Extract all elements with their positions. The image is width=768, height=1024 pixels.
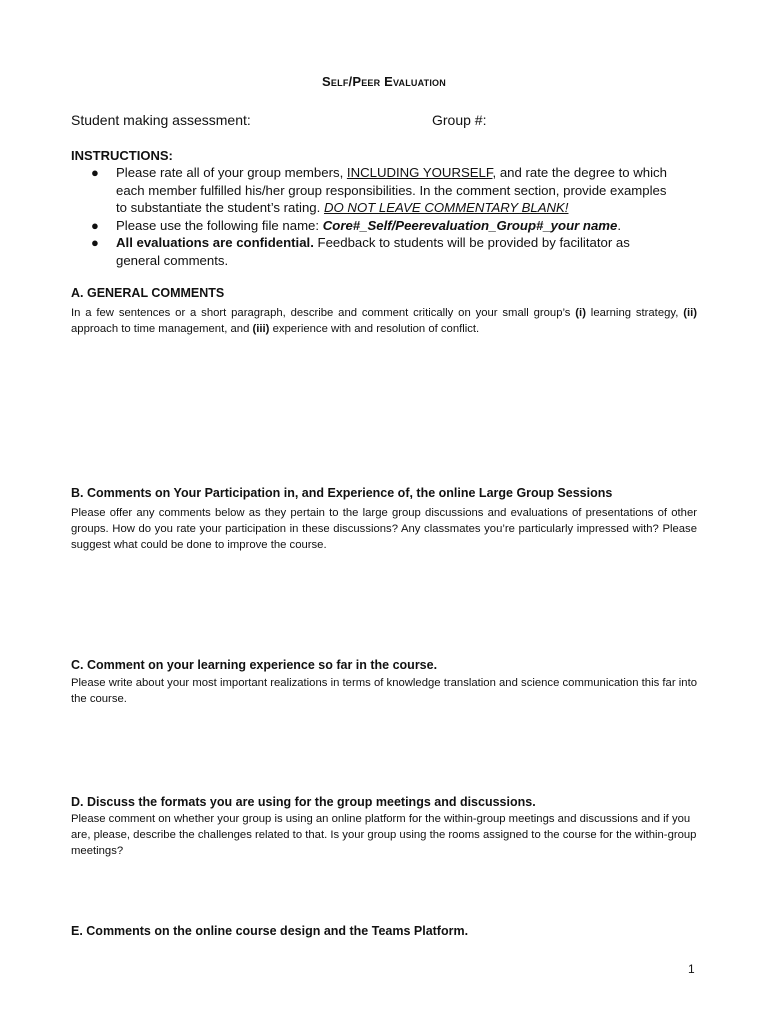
bullet-icon: ●	[91, 165, 99, 180]
section-a-body	[71, 305, 697, 337]
section-b-heading: B. Comments on Your Participation in, and Experience of, the online Large Group Sessions	[71, 486, 613, 500]
section-c-heading: C. Comment on your learning experience so far in the course.	[71, 658, 438, 672]
instruction-emphasis: DO NOT LEAVE COMMENTARY BLANK!	[323, 200, 569, 215]
instruction-item-filename	[71, 217, 671, 235]
instruction-bold: All evaluations are confidential.	[116, 235, 314, 250]
section-a-text: In a few sentences or a short paragraph, describe and comment critically on your small group’s	[71, 307, 576, 319]
section-a-marker: (ii)	[683, 307, 697, 319]
section-e-heading: E. Comments on the online course design and the Teams Platform.	[71, 924, 469, 938]
page-number: 1	[688, 962, 695, 976]
instruction-text: Feedback to students will be provided by facilitator as general comments.	[116, 235, 630, 268]
instruction-filename: Core#_Self/Peerevaluation_Group#_your name	[322, 217, 618, 233]
instruction-text: , and rate the degree to which each member fulfilled his/her group responsibilities. In the comment section, provide examples to substantiate the student’s rating.	[116, 165, 667, 215]
section-b-body: Please offer any comments below as they pertain to the large group discussions and evaluations of presentations of other groups. How do you rate your participation in these discussions? Any classmates you’re particularly impressed with? Please suggest what could be done to improve the course.	[71, 507, 697, 551]
bullet-icon: ●	[91, 217, 99, 233]
section-a-marker: (iii)	[252, 323, 270, 335]
section-a-text: approach to time management, and	[71, 323, 253, 335]
section-a-marker: (i)	[575, 307, 586, 319]
instruction-item-confidential	[71, 234, 671, 269]
section-d-heading: D. Discuss the formats you are using for the group meetings and discussions.	[71, 795, 536, 809]
instructions-heading: INSTRUCTIONS:	[71, 148, 173, 163]
instruction-text: .	[617, 217, 622, 233]
section-a-heading: A. GENERAL COMMENTS	[71, 286, 225, 300]
bullet-icon: ●	[91, 235, 99, 250]
instruction-item-rating	[71, 164, 671, 217]
instruction-text: Please rate all of your group members,	[116, 165, 347, 180]
section-a-text: learning strategy,	[585, 307, 684, 319]
section-c-body: Please write about your most important realizations in terms of knowledge translation and science communication this far into the course.	[71, 677, 697, 705]
instruction-underline: INCLUDING YOURSELF	[346, 165, 493, 180]
instruction-text: Please use the following file name:	[116, 217, 323, 233]
student-assessment-label: Student making assessment:	[71, 112, 251, 128]
section-a-text: experience with and resolution of conflict.	[269, 323, 480, 335]
group-number-label: Group #:	[432, 112, 487, 128]
document-title: Self/Peer Evaluation	[322, 74, 446, 89]
instructions-list	[71, 164, 671, 269]
section-d-body: Please comment on whether your group is using an online platform for the within-group meetings and discussions and if you are, please, describe the challenges related to that. Is your group using the rooms assigned to the course for the within-group meetings?	[71, 813, 697, 857]
